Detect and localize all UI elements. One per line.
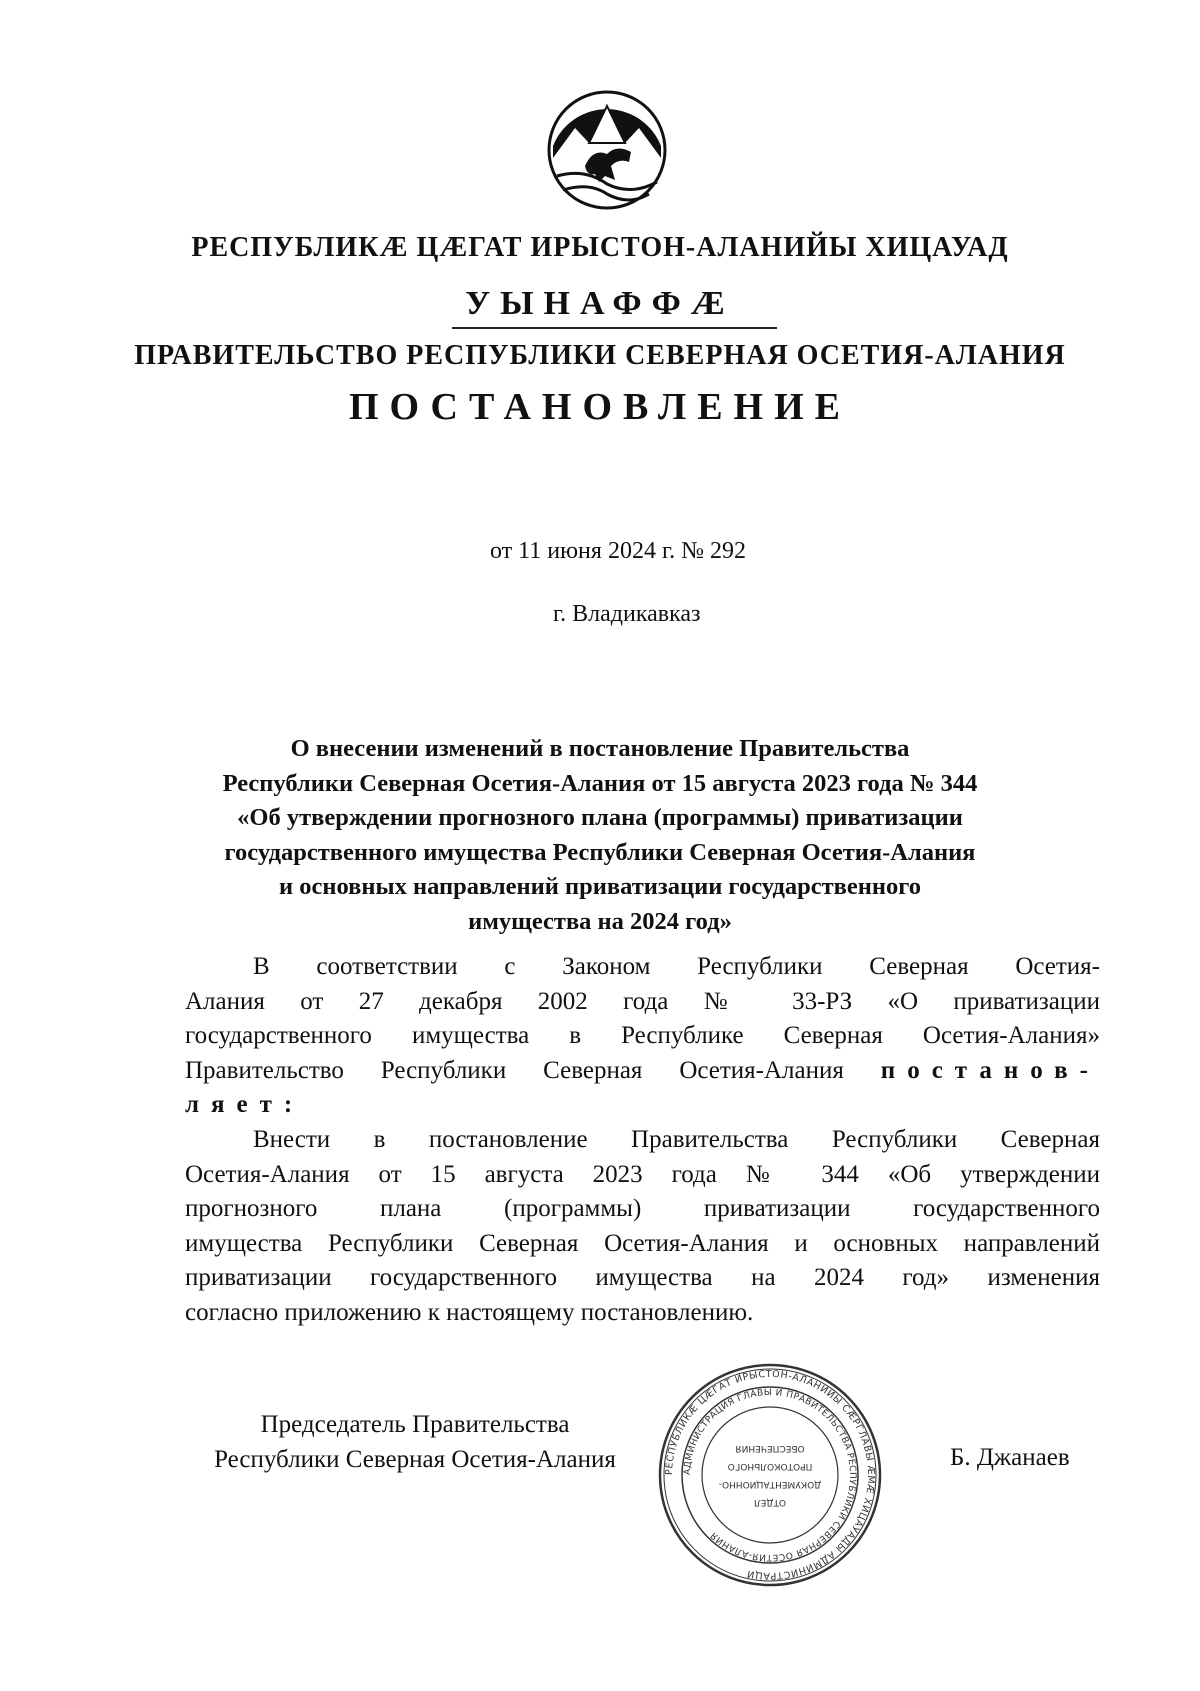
ossetian-org-name: РЕСПУБЛИКӔ ЦӔГАТ ИРЫСТОН-АЛАНИЙЫ ХИЦАУАД (191, 232, 1009, 263)
body-line: государственного имущества в Республике Северная Осетия-Алания» (185, 1022, 1100, 1049)
document-city: г. Владикавказ (553, 601, 701, 627)
body-paragraph-2 (185, 1123, 1100, 1330)
decree-word-part1: постанов- (880, 1056, 1100, 1084)
document-date-number: от 11 июня 2024 г. № 292 (490, 538, 746, 564)
stamp-center-text: ДОКУМЕНТАЦИОННО- (718, 1479, 822, 1489)
header-divider (452, 327, 777, 329)
stamp-inner-ring-text: АДМИНИСТРАЦИЯ ГЛАВЫ И ПРАВИТЕЛЬСТВА РЕСПУБЛИКИ СЕВЕРНАЯ ОСЕТИЯ-АЛАНИЯ (682, 1387, 858, 1563)
title-line: «Об утверждении прогнозного плана (программы) приватизации (237, 804, 963, 831)
stamp-center-text: ПРОТОКОЛЬНОГО (727, 1461, 813, 1471)
russian-doc-type: ПОСТАНОВЛЕНИЕ (348, 386, 852, 428)
svg-text:РЕСПУБЛИКӔ ЦӔГАТ ИРЫСТОН-АЛАНИ (664, 1369, 876, 1581)
signatory-position-line: Республики Северная Осетия-Алания (214, 1445, 616, 1473)
body-line: Внести в постановление Правительства Республики Северная (253, 1126, 1100, 1153)
stamp-center-text: ОБЕСПЕЧЕНИЯ (735, 1443, 805, 1453)
coat-of-arms-icon (545, 88, 669, 212)
body-line: В соответствии с Законом Республики Северная Осетия- (253, 953, 1100, 980)
title-line: государственного имущества Республики Северная Осетия-Алания (224, 838, 976, 866)
decree-word-part2: ляет: (185, 1091, 305, 1118)
title-line: О внесении изменений в постановление Правительства (290, 735, 910, 762)
body-line: Осетия-Алания от 15 августа 2023 года № 344 «Об утверждении (185, 1160, 1100, 1188)
body-line: Алания от 27 декабря 2002 года № 33-РЗ «О приватизации (185, 987, 1100, 1015)
signatory-name: Б. Джанаев (950, 1444, 1070, 1471)
ossetian-doc-type: УЫНАФФӔ (465, 285, 735, 322)
svg-text:АДМИНИСТРАЦИЯ ГЛАВЫ И ПРАВИТЕЛ (683, 1388, 857, 1562)
title-line: имущества на 2024 год» (468, 907, 732, 935)
signatory-position-line: Председатель Правительства (260, 1411, 570, 1438)
russian-org-name: ПРАВИТЕЛЬСТВО РЕСПУБЛИКИ СЕВЕРНАЯ ОСЕТИЯ-АЛАНИЯ (134, 340, 1066, 371)
body-paragraph-1 (185, 950, 1100, 1123)
stamp-center-text: ОТДЕЛ (753, 1497, 787, 1507)
title-line: Республики Северная Осетия-Алания от 15 августа 2023 года № 344 (222, 769, 978, 797)
signatory-position (185, 1408, 645, 1477)
body-line: приватизации государственного имущества на 2024 год» изменения (185, 1264, 1100, 1291)
title-line: и основных направлений приватизации государственного (279, 873, 921, 900)
document-title (150, 732, 1050, 939)
official-seal-icon (655, 1360, 885, 1590)
body-line: прогнозного плана (программы) приватизации государственного (185, 1195, 1100, 1222)
body-line: Правительство Республики Северная Осетия-Алания (185, 1056, 844, 1084)
body-line: имущества Республики Северная Осетия-Алания и основных направлений (185, 1229, 1100, 1257)
stamp-outer-ring-text: РЕСПУБЛИКӔ ЦӔГАТ ИРЫСТОН-АЛАНИЙЫ СӔРГЛАВЫ ӔМӔ ХИЦАУАДЫ АДМИНИСТРАЦИ (663, 1368, 877, 1582)
body-line-with-decree (185, 1054, 1100, 1089)
body-line: согласно приложению к настоящему постановлению. (185, 1298, 754, 1326)
